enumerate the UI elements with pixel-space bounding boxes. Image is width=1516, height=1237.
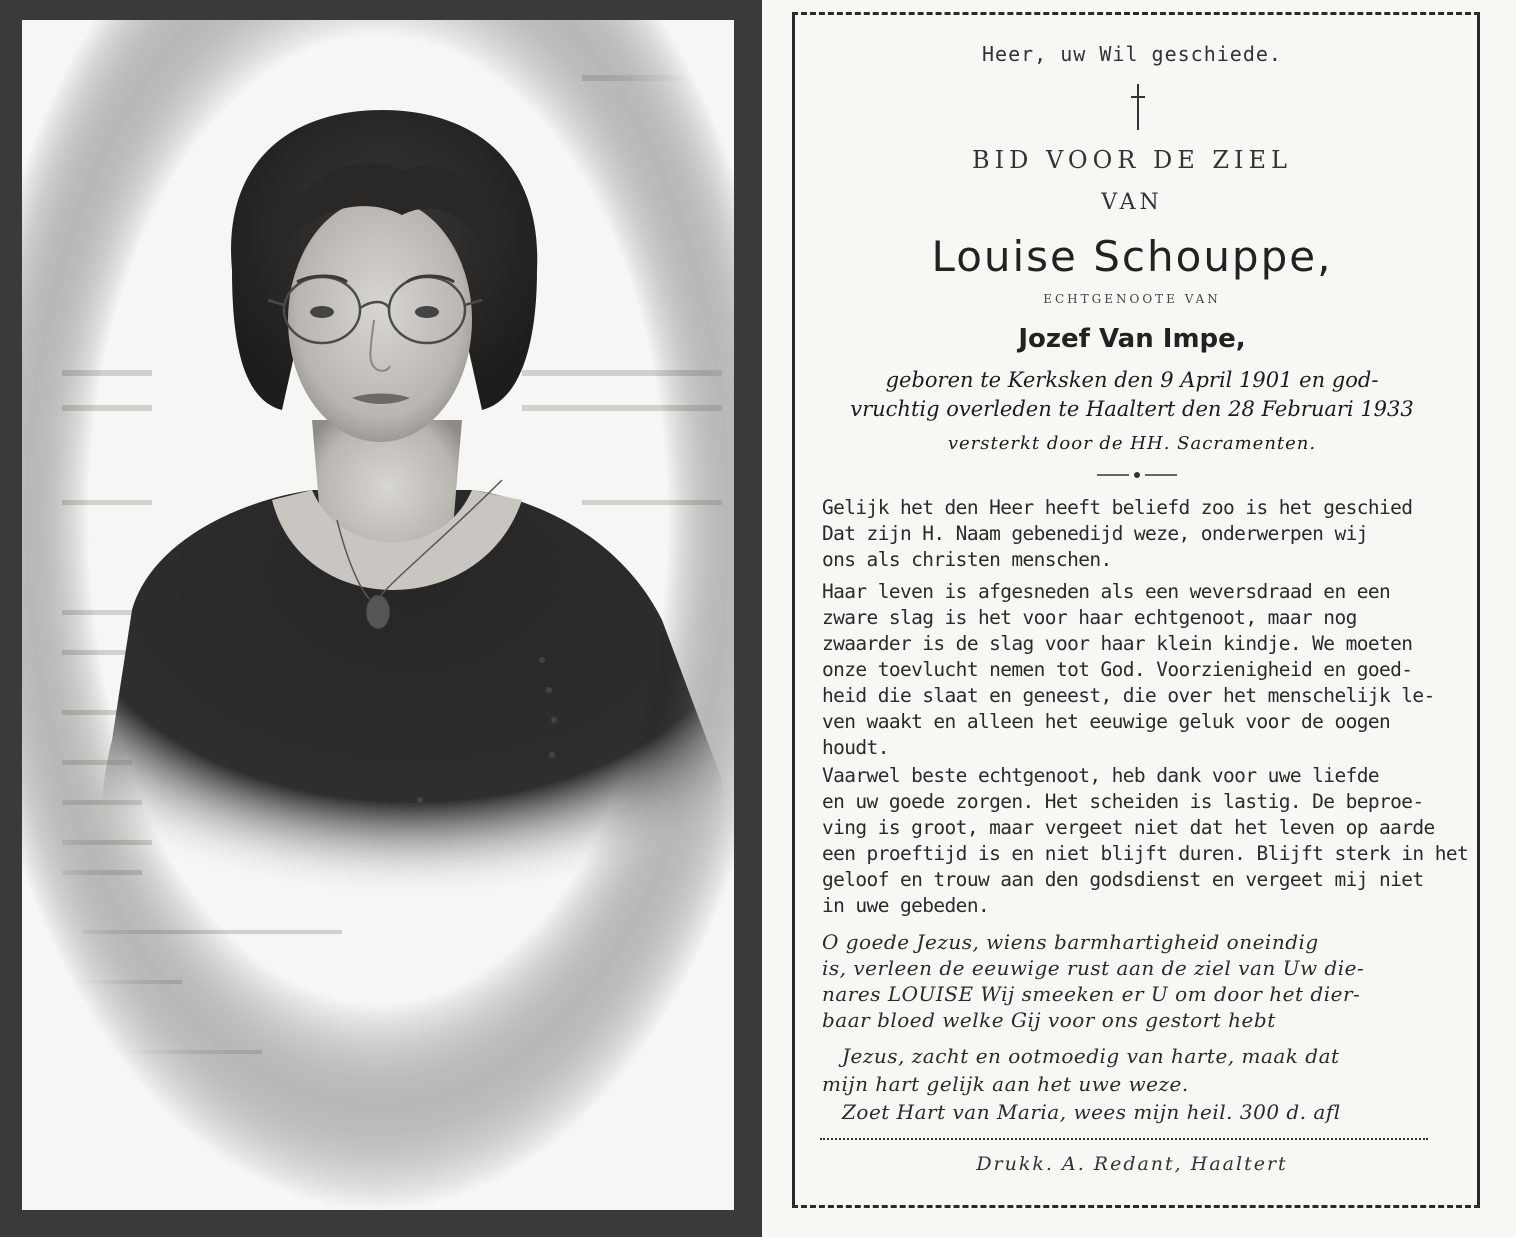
portrait-paper [22,20,734,1210]
prayer-line: is, verleen de eeuwige rust aan de ziel van Uw die- [822,956,1365,980]
divider-ornament [1097,470,1177,480]
spouse-name: Jozef Van Impe, [1018,324,1246,354]
van-label: VAN [1101,190,1163,215]
footer-divider [820,1138,1428,1140]
paragraph-line: en uw goede zorgen. Het scheiden is lastig. De beproe- [822,790,1424,813]
prayer-line: mijn hart gelijk aan het uwe weze. [822,1072,1189,1096]
paragraph-line: Dat zijn H. Naam gebenedijd weze, onderwerpen wij [822,522,1368,545]
prayer-line: baar bloed welke Gij voor ons gestort hebt [822,1008,1276,1032]
paragraph-line: ons als christen menschen. [822,548,1112,571]
paragraph-line: heid die slaat en geneest, die over het menschelijk le- [822,684,1435,707]
printer-credit: Drukk. A. Redant, Haaltert [976,1153,1288,1175]
death-line: vruchtig overleden te Haaltert den 28 Februari 1933 [850,397,1414,421]
paragraph-line: Haar leven is afgesneden als een weversdraad en een [822,580,1391,603]
prayer-line: O goede Jezus, wiens barmhartigheid oneindig [822,930,1319,954]
prayer-line: Zoet Hart van Maria, wees mijn heil. 300 d. afl [842,1100,1341,1124]
paragraph-line: geloof en trouw aan den godsdienst en vergeet mij niet [822,868,1424,891]
paragraph-line: ven waakt en alleen het eeuwige geluk voor de oogen [822,710,1391,733]
paragraph-line: houdt. [822,736,889,759]
paragraph-line: een proeftijd is en niet blijft duren. Blijft sterk in het [822,842,1469,865]
paragraph-line: onze toevlucht nemen tot God. Voorzienigheid en goed- [822,658,1413,681]
paragraph-line: Vaarwel beste echtgenoot, heb dank voor uwe liefde [822,764,1379,787]
birth-line: geboren te Kerksken den 9 April 1901 en god- [885,368,1379,392]
paragraph-line: ving is groot, maar vergeet niet dat het leven op aarde [822,816,1435,839]
card-motto: Heer, uw Wil geschiede. [982,42,1282,66]
prayer-line: Jezus, zacht en ootmoedig van harte, maak dat [842,1044,1340,1068]
paragraph-line: in uwe gebeden. [822,894,990,917]
paragraph-line: zware slag is het voor haar echtgenoot, maar nog [822,606,1357,629]
prayer-line: nares LOUISE Wij smeeken er U om door het dier- [822,982,1361,1006]
deceased-name: Louise Schouppe, [931,232,1333,281]
cross-icon [1131,84,1145,130]
memorial-card [762,0,1516,1237]
paragraph-line: Gelijk het den Heer heeft beliefd zoo is het geschied [822,496,1413,519]
prayer-heading: BID VOOR DE ZIEL [972,146,1292,174]
paragraph-line: zwaarder is de slag voor haar klein kindje. We moeten [822,632,1413,655]
sacraments-line: versterkt door de HH. Sacramenten. [947,433,1317,454]
portrait-photo [22,20,734,1210]
spouse-of-label: ECHTGENOOTE VAN [1043,292,1221,306]
